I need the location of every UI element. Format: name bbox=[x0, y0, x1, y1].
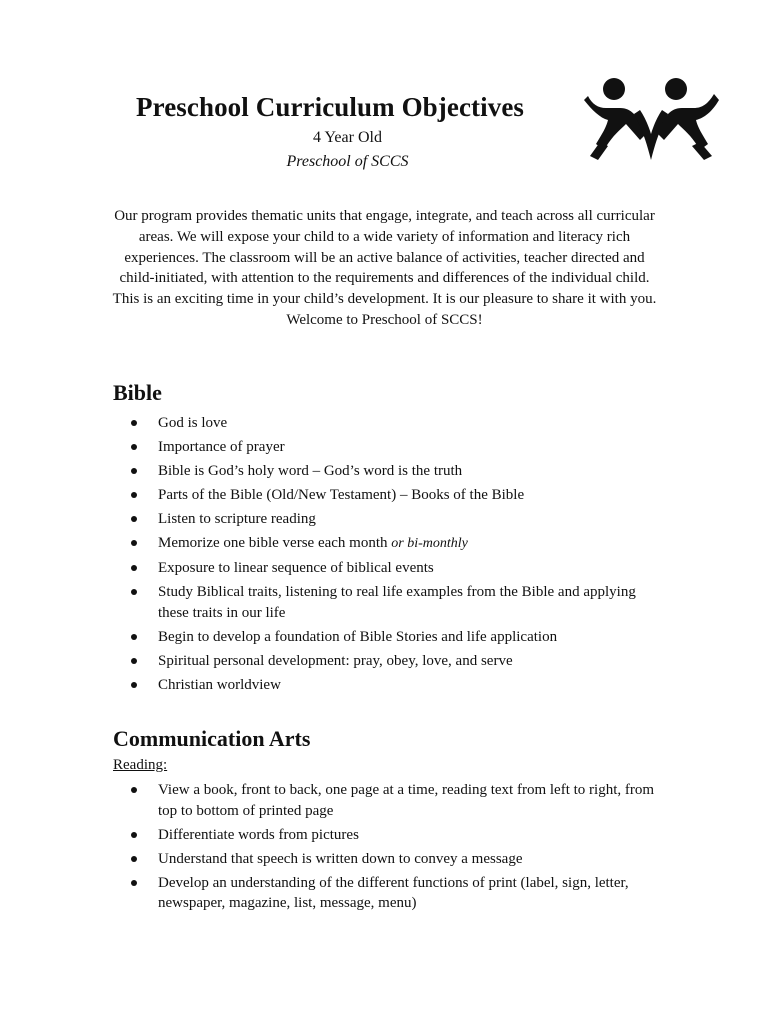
children-heart-logo-icon bbox=[582, 74, 720, 164]
list-item: Importance of prayer bbox=[130, 437, 670, 458]
page-title: Preschool Curriculum Objectives bbox=[136, 92, 525, 122]
welcome-line: Welcome to Preschool of SCCS! bbox=[286, 311, 483, 328]
bullet-icon bbox=[131, 565, 137, 571]
list-item: Parts of the Bible (Old/New Testament) – Books of the Bible bbox=[130, 485, 670, 506]
intro-block bbox=[112, 206, 657, 331]
bullet-icon bbox=[131, 468, 137, 474]
list-item: Differentiate words from pictures bbox=[130, 825, 670, 846]
bible-list bbox=[130, 413, 670, 699]
bullet-icon bbox=[131, 540, 137, 546]
bullet-icon bbox=[131, 787, 137, 793]
school-name: Preschool of SCCS bbox=[286, 153, 409, 170]
memorize-frequency-note: or bi-monthly bbox=[391, 536, 468, 551]
list-item: Spiritual personal development: pray, obey, love, and serve bbox=[130, 651, 670, 672]
list-item: Bible is God’s holy word – God’s word is the truth bbox=[130, 461, 670, 482]
list-item: Understand that speech is written down to convey a message bbox=[130, 849, 670, 870]
list-item: Exposure to linear sequence of biblical events bbox=[130, 558, 670, 579]
bullet-icon bbox=[131, 516, 137, 522]
list-item: Begin to develop a foundation of Bible Stories and life application bbox=[130, 627, 670, 648]
bullet-icon bbox=[131, 832, 137, 838]
list-item: Study Biblical traits, listening to real life examples from the Bible and applying these traits in our life bbox=[130, 582, 670, 623]
bullet-icon bbox=[131, 880, 137, 886]
list-item: View a book, front to back, one page at a time, reading text from left to right, from top to bottom of printed page bbox=[130, 780, 670, 821]
list-item: Develop an understanding of the different functions of print (label, sign, letter, newspaper, magazine, list, message, menu) bbox=[130, 873, 670, 914]
intro-paragraph: Our program provides thematic units that engage, integrate, and teach across all curricular areas. We will expose your child to a wide variety of information and literacy rich experiences. The classroom will be an active balance of activities, teacher directed and child-initiated, with attention to the requirements and differences of the individual child. This is an exciting time in your child’s development. It is our pleasure to share it with you. bbox=[112, 208, 657, 308]
list-item: God is love bbox=[130, 413, 670, 434]
reading-subheading: Reading: bbox=[113, 757, 168, 773]
bullet-icon bbox=[131, 658, 137, 664]
section-heading-bible: Bible bbox=[113, 380, 162, 405]
list-item: Christian worldview bbox=[130, 675, 670, 696]
reading-list bbox=[130, 780, 670, 917]
bullet-icon bbox=[131, 589, 137, 595]
list-item: Listen to scripture reading bbox=[130, 509, 670, 530]
bullet-icon bbox=[131, 856, 137, 862]
bullet-icon bbox=[131, 492, 137, 498]
page-subtitle: 4 Year Old bbox=[313, 129, 382, 146]
list-item: Memorize one bible verse each month or bi-monthly bbox=[130, 533, 670, 555]
bullet-icon bbox=[131, 682, 137, 688]
bullet-icon bbox=[131, 420, 137, 426]
bullet-icon bbox=[131, 634, 137, 640]
section-heading-communication-arts: Communication Arts bbox=[113, 726, 311, 751]
bullet-icon bbox=[131, 444, 137, 450]
